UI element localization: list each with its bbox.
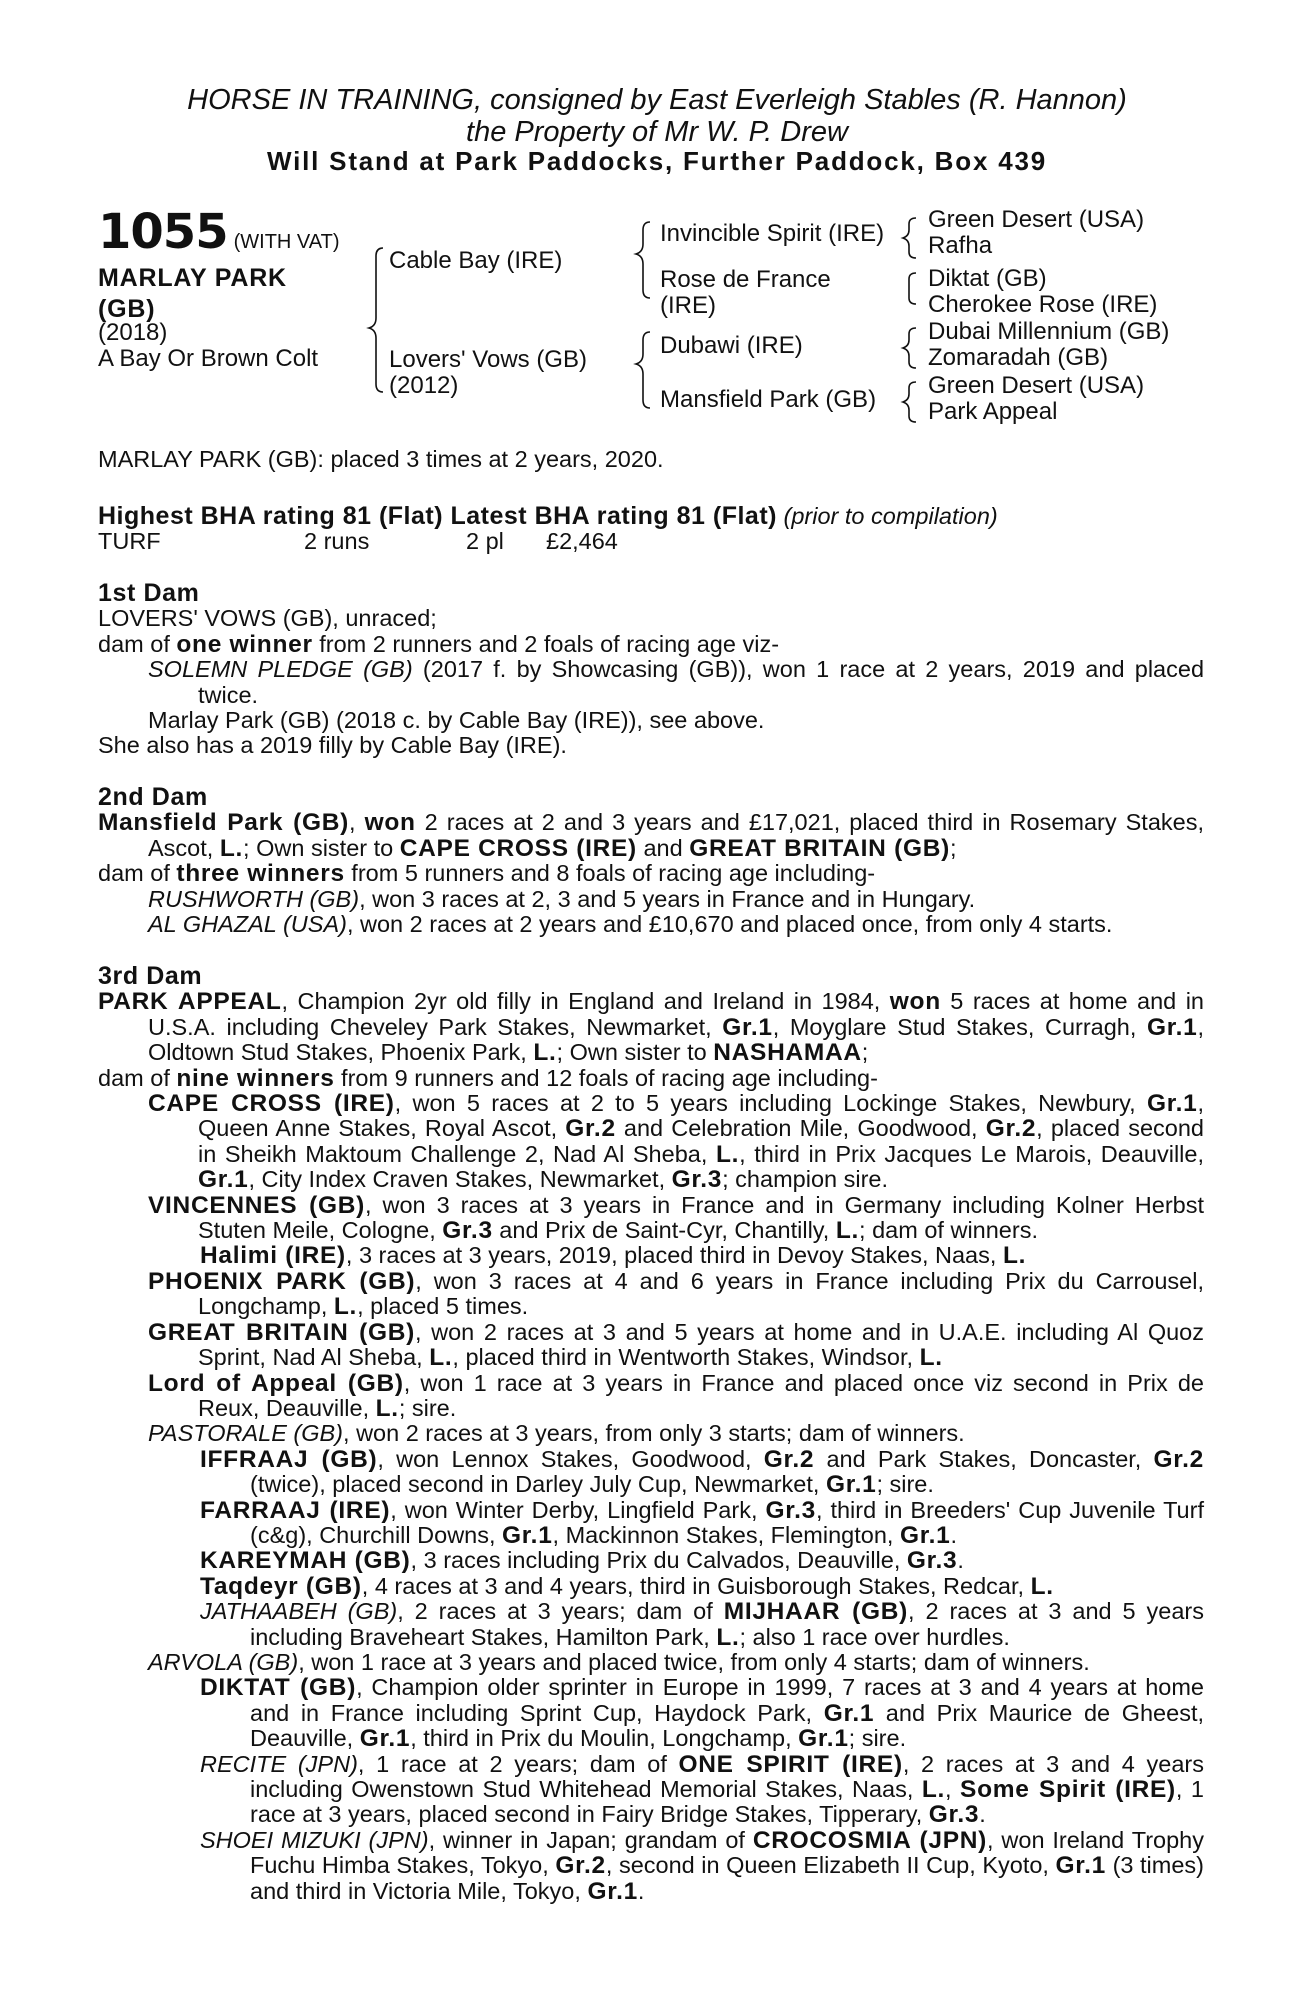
text-run: Gr.1 bbox=[587, 1877, 638, 1905]
text-run: GREAT BRITAIN (GB) bbox=[148, 1318, 415, 1346]
pedigree-paragraph bbox=[98, 1066, 1204, 1091]
pedigree-sss: Green Desert (USA) bbox=[928, 206, 1145, 233]
text-run: Gr.1 bbox=[823, 1699, 875, 1727]
text-run: Gr.1 bbox=[899, 1521, 951, 1549]
text-run: won bbox=[889, 988, 941, 1016]
turf-label: TURF bbox=[98, 528, 161, 555]
bha-rating: Highest BHA rating 81 (Flat) Latest BHA rating 81 (Flat) bbox=[98, 502, 777, 530]
third-dam-section bbox=[98, 964, 1204, 1904]
text-run: L. bbox=[533, 1039, 557, 1067]
pedigree-paragraph bbox=[98, 989, 1204, 1065]
text-run: FARRAAJ (IRE) bbox=[200, 1496, 391, 1524]
pedigree-sire-dam-line1: Rose de France bbox=[660, 266, 831, 293]
text-run: L. bbox=[919, 1344, 943, 1372]
pedigree-paragraph bbox=[148, 1650, 1204, 1675]
text-run: ONE SPIRIT (IRE) bbox=[678, 1750, 903, 1778]
pedigree-dam-line1: Lovers' Vows (GB) bbox=[389, 346, 587, 373]
text-run: MARLAY PARK (GB): placed 3 times at 2 years, 2020. bbox=[98, 446, 664, 472]
text-run: Gr.2 bbox=[763, 1445, 815, 1473]
pedigree-paragraph bbox=[148, 912, 1204, 937]
text-run: NASHAMAA bbox=[713, 1039, 862, 1067]
text-run: Mansfield Park (GB) bbox=[98, 809, 350, 837]
pedigree-paragraph bbox=[200, 1675, 1204, 1751]
text-run: , won 3 races at 2, 3 and 5 years in France and in Hungary. bbox=[359, 885, 976, 912]
owner-line: the Property of Mr W. P. Drew bbox=[466, 116, 848, 148]
text-run: dam of bbox=[98, 1064, 177, 1091]
text-run: L. bbox=[375, 1394, 399, 1422]
pedigree-sdd: Cherokee Rose (IRE) bbox=[928, 291, 1158, 318]
text-run: RECITE (JPN) bbox=[200, 1750, 358, 1777]
text-run: Gr.3 bbox=[906, 1547, 958, 1575]
pedigree-ddd: Park Appeal bbox=[928, 398, 1058, 425]
text-run: and bbox=[636, 834, 690, 861]
text-run: , 2 races at 3 years; dam of bbox=[397, 1598, 724, 1625]
pedigree-dsd: Zomaradah (GB) bbox=[928, 344, 1109, 371]
text-run: , won 3 races at 3 years in France and in Germany including Kolner Herbst Stuten Meile, Cologne, bbox=[198, 1191, 1205, 1244]
text-run: three winners bbox=[176, 860, 345, 888]
pedigree-paragraph bbox=[148, 1320, 1204, 1371]
text-run: , Oldtown Stud Stakes, Phoenix Park, bbox=[148, 1013, 1205, 1066]
text-run: from 5 runners and 8 foals of racing age including- bbox=[344, 860, 876, 887]
first-dam-heading: 1st Dam bbox=[98, 579, 200, 607]
text-run: , Champion older sprinter in Europe in 1999, 7 races at 3 and 4 years at home and in France including Sprint Cup, Haydock Park, bbox=[250, 1674, 1204, 1726]
text-run: ; dam of winners. bbox=[859, 1217, 1038, 1244]
text-run: Gr.1 bbox=[359, 1725, 411, 1753]
text-run: (2017 f. by Showcasing (GB)), won 1 race at 2 years, 2019 and placed twice. bbox=[198, 656, 1205, 708]
pedigree-paragraph bbox=[98, 810, 1204, 861]
text-run: Gr.1 bbox=[198, 1166, 249, 1194]
text-run: , 4 races at 3 and 4 years, third in Guisborough Stakes, Redcar, bbox=[361, 1572, 1031, 1599]
text-run: , won 3 races at 4 and 6 years in France including Prix du Carrousel, Longchamp, bbox=[198, 1267, 1204, 1320]
lot-number: 1055 bbox=[98, 204, 228, 260]
text-run: Gr.1 bbox=[1055, 1852, 1106, 1880]
pedigree-paragraph bbox=[148, 657, 1204, 708]
text-run: from 2 runners and 2 foals of racing age viz- bbox=[312, 630, 780, 657]
text-run: , won Lennox Stakes, Goodwood, bbox=[377, 1445, 764, 1472]
pedigree-sire-dam-line2: (IRE) bbox=[660, 292, 716, 319]
stabling-line: Will Stand at Park Paddocks, Further Paddock, Box 439 bbox=[266, 146, 1048, 176]
text-run: , 3 races at 3 years, 2019, placed third in Devoy Stakes, Naas, bbox=[345, 1242, 1003, 1269]
text-run: one winner bbox=[176, 630, 313, 658]
text-run: . bbox=[637, 1877, 645, 1904]
text-run: Gr.3 bbox=[928, 1801, 980, 1829]
text-run: , placed 5 times. bbox=[357, 1293, 529, 1320]
text-run: , winner in Japan; grandam of bbox=[428, 1826, 753, 1853]
pedigree-sire-sire: Invincible Spirit (IRE) bbox=[660, 220, 885, 247]
text-run: She also has a 2019 filly by Cable Bay (IRE). bbox=[98, 732, 567, 759]
pedigree-paragraph bbox=[200, 1498, 1204, 1549]
rating-note: (prior to compilation) bbox=[783, 503, 998, 529]
text-run: RUSHWORTH (GB) bbox=[148, 885, 360, 912]
text-run: , Queen Anne Stakes, Royal Ascot, bbox=[198, 1090, 1204, 1142]
pedigree-sds: Diktat (GB) bbox=[928, 265, 1047, 292]
text-run: ; champion sire. bbox=[722, 1166, 889, 1193]
turf-earnings: £2,464 bbox=[546, 528, 618, 555]
pedigree-paragraph bbox=[148, 1371, 1204, 1422]
text-run: Gr.1 bbox=[722, 1013, 773, 1041]
text-run: , Moyglare Stud Stakes, Curragh, bbox=[772, 1013, 1147, 1040]
pedigree-paragraph bbox=[200, 1447, 1204, 1498]
text-run: (twice), placed second in Darley July Cup, Newmarket, bbox=[250, 1471, 826, 1498]
text-run: , 2 races at 3 and 5 years including Braveheart Stakes, Hamilton Park, bbox=[250, 1598, 1205, 1650]
pedigree-dds: Green Desert (USA) bbox=[928, 372, 1145, 399]
text-run: L. bbox=[835, 1217, 860, 1245]
text-run: , 1 race at 2 years; dam of bbox=[357, 1750, 679, 1777]
text-run: . bbox=[950, 1521, 957, 1548]
pedigree-dam-dam: Mansfield Park (GB) bbox=[660, 386, 877, 413]
text-run: CROCOSMIA (JPN) bbox=[752, 1826, 987, 1854]
horse-name-line1: MARLAY PARK bbox=[98, 264, 287, 292]
pedigree-dss: Dubai Millennium (GB) bbox=[928, 318, 1170, 345]
text-run: Gr.2 bbox=[1153, 1445, 1205, 1473]
pedigree-paragraph bbox=[98, 632, 1204, 657]
text-run: SHOEI MIZUKI (JPN) bbox=[200, 1826, 429, 1853]
pedigree-paragraph bbox=[148, 1193, 1204, 1244]
text-run: Halimi (IRE) bbox=[200, 1242, 346, 1270]
text-run: and Park Stakes, Doncaster, bbox=[814, 1445, 1154, 1472]
text-run: and Celebration Mile, Goodwood, bbox=[615, 1115, 986, 1142]
text-run: from 9 runners and 12 foals of racing age including- bbox=[334, 1064, 878, 1091]
text-run: Gr.1 bbox=[1146, 1090, 1198, 1118]
text-run: ; sire. bbox=[398, 1394, 457, 1421]
pedigree-paragraph bbox=[98, 861, 1204, 886]
pedigree-paragraph bbox=[200, 1243, 1204, 1268]
text-run: Lord of Appeal (GB) bbox=[148, 1369, 404, 1397]
pedigree-paragraph bbox=[148, 1091, 1204, 1193]
pedigree-paragraph bbox=[200, 1574, 1204, 1599]
text-run: , won Ireland Trophy Fuchu Himba Stakes, Tokyo, bbox=[250, 1826, 1204, 1879]
turf-placed: 2 pl bbox=[466, 528, 504, 555]
text-run: VINCENNES (GB) bbox=[148, 1191, 366, 1219]
text-run: , third in Prix Jacques Le Marois, Deauville, bbox=[739, 1140, 1204, 1167]
text-run: L. bbox=[1030, 1572, 1054, 1600]
text-run: L. bbox=[1002, 1242, 1027, 1270]
text-run: Marlay Park (GB) (2018 c. by Cable Bay (IRE)), see above. bbox=[148, 707, 765, 734]
pedigree-sire: Cable Bay (IRE) bbox=[389, 247, 563, 274]
pedigree-dam-line2: (2012) bbox=[389, 372, 459, 399]
text-run: CAPE CROSS (IRE) bbox=[399, 834, 637, 862]
text-run: ; also 1 race over hurdles. bbox=[739, 1623, 1010, 1650]
text-run: ; bbox=[949, 834, 957, 861]
text-run: , bbox=[349, 809, 365, 836]
horse-name-line2: (GB) bbox=[98, 295, 156, 323]
text-run: L. bbox=[333, 1293, 358, 1321]
second-dam-section bbox=[98, 785, 1204, 937]
text-run: , won 1 race at 3 years in France and placed once viz second in Prix de Reux, Deauville, bbox=[198, 1369, 1204, 1421]
text-run: and Prix Maurice de Gheest, Deauville, bbox=[250, 1699, 1204, 1752]
text-run: , third in Prix du Moulin, Longchamp, bbox=[410, 1725, 799, 1752]
pedigree-paragraph bbox=[148, 1421, 1204, 1446]
text-run: SOLEMN PLEDGE (GB) bbox=[148, 656, 413, 683]
text-run: , won 2 races at 2 years and £10,670 and placed once, from only 4 starts. bbox=[346, 911, 1113, 938]
text-run: Gr.2 bbox=[565, 1115, 616, 1143]
text-run: , second in Queen Elizabeth II Cup, Kyoto, bbox=[605, 1852, 1056, 1879]
pedigree-paragraph bbox=[200, 1828, 1204, 1904]
text-run: , Mackinnon Stakes, Flemington, bbox=[552, 1521, 900, 1548]
first-dam-section bbox=[98, 581, 1204, 759]
text-run: L. bbox=[715, 1140, 740, 1168]
text-run: , placed third in Wentworth Stakes, Windsor, bbox=[452, 1344, 920, 1371]
text-run: L. bbox=[429, 1344, 453, 1372]
text-run: won bbox=[364, 809, 416, 837]
text-run: Gr.2 bbox=[985, 1115, 1037, 1143]
text-run: ARVOLA (GB) bbox=[148, 1648, 299, 1675]
vat-note: (WITH VAT) bbox=[233, 231, 340, 253]
text-run: Taqdeyr (GB) bbox=[200, 1572, 362, 1600]
third-dam-heading: 3rd Dam bbox=[98, 962, 203, 990]
text-run: . bbox=[979, 1801, 986, 1828]
text-run: PARK APPEAL bbox=[98, 988, 282, 1016]
text-run: , won 2 races at 3 years, from only 3 starts; dam of winners. bbox=[343, 1420, 965, 1447]
text-run: L. bbox=[219, 834, 244, 862]
text-run: , third in Breeders' Cup Juvenile Turf (c&g), Churchill Downs, bbox=[250, 1496, 1204, 1548]
text-run: PHOENIX PARK (GB) bbox=[148, 1267, 416, 1295]
text-run: ; Own sister to bbox=[556, 1039, 714, 1066]
text-run: , 1 race at 3 years, placed second in Fairy Bridge Stakes, Tipperary, bbox=[250, 1776, 1204, 1828]
text-run: ; bbox=[861, 1039, 869, 1066]
horse-description: A Bay Or Brown Colt bbox=[98, 345, 319, 372]
text-run: Some Spirit (IRE) bbox=[960, 1776, 1176, 1803]
pedigree-paragraph bbox=[148, 1269, 1204, 1320]
text-run: LOVERS' VOWS (GB), unraced; bbox=[98, 605, 437, 632]
text-run: nine winners bbox=[176, 1064, 335, 1092]
text-run: L. bbox=[716, 1623, 740, 1651]
text-run: , City Index Craven Stakes, Newmarket, bbox=[248, 1166, 672, 1193]
text-run: ; sire. bbox=[848, 1725, 907, 1752]
turf-runs: 2 runs bbox=[304, 528, 370, 555]
text-run: , Champion 2yr old filly in England and Ireland in 1984, bbox=[281, 988, 890, 1015]
text-run: ; Own sister to bbox=[243, 834, 400, 861]
text-run: Gr.3 bbox=[671, 1166, 723, 1194]
text-run: CAPE CROSS (IRE) bbox=[148, 1090, 395, 1118]
text-run: , won 2 races at 3 and 5 years at home and in U.A.E. including Al Quoz Sprint, Nad Al Sheba, bbox=[198, 1318, 1205, 1371]
text-run: . bbox=[957, 1547, 964, 1574]
text-run: (3 times) and third in Victoria Mile, Tokyo, bbox=[250, 1852, 1204, 1904]
text-run: dam of bbox=[98, 630, 177, 657]
pedigree-paragraph bbox=[98, 504, 1204, 529]
pedigree-paragraph bbox=[200, 1752, 1204, 1828]
text-run: and Prix de Saint-Cyr, Chantilly, bbox=[492, 1217, 836, 1244]
text-run: , won 1 race at 3 years and placed twice, from only 4 starts; dam of winners. bbox=[298, 1648, 1090, 1675]
text-run: IFFRAAJ (GB) bbox=[200, 1445, 378, 1473]
pedigree-paragraph bbox=[148, 887, 1204, 912]
text-run: , 2 races at 3 and 4 years including Owenstown Stud Whitehead Memorial Stakes, Naas, bbox=[250, 1750, 1204, 1802]
text-run: Gr.1 bbox=[825, 1471, 877, 1499]
horse-foaling-year: (2018) bbox=[98, 319, 168, 346]
text-run: Gr.1 bbox=[798, 1725, 849, 1753]
consignor-line: HORSE IN TRAINING, consigned by East Everleigh Stables (R. Hannon) bbox=[187, 84, 1127, 116]
pedigree-paragraph bbox=[200, 1599, 1204, 1650]
text-run: Gr.1 bbox=[1147, 1013, 1198, 1041]
text-run: , won Winter Derby, Lingfield Park, bbox=[390, 1496, 766, 1523]
second-dam-heading: 2nd Dam bbox=[98, 783, 208, 811]
text-run: MIJHAAR (GB) bbox=[723, 1598, 909, 1626]
text-run: , placed second in Sheikh Maktoum Challenge 2, Nad Al Sheba, bbox=[198, 1115, 1205, 1167]
text-run: Gr.3 bbox=[765, 1496, 816, 1524]
text-run: , bbox=[945, 1776, 961, 1802]
text-run: 5 races at home and in U.S.A. including Cheveley Park Stakes, Newmarket, bbox=[148, 988, 1204, 1040]
text-run: DIKTAT (GB) bbox=[200, 1674, 357, 1702]
text-run: Gr.3 bbox=[442, 1217, 493, 1245]
text-run: KAREYMAH (GB) bbox=[200, 1547, 411, 1575]
turf-record bbox=[98, 529, 1204, 555]
pedigree-ssd: Rafha bbox=[928, 232, 993, 259]
text-run: 2 races at 2 and 3 years and £17,021, placed third in Rosemary Stakes, Ascot, bbox=[148, 809, 1204, 861]
text-run: AL GHAZAL (USA) bbox=[148, 911, 347, 938]
text-run: , 3 races including Prix du Calvados, Deauville, bbox=[410, 1547, 907, 1574]
text-run: Gr.1 bbox=[502, 1521, 553, 1549]
rating-block bbox=[98, 504, 1204, 555]
race-summary bbox=[98, 447, 1204, 472]
text-run: ; sire. bbox=[876, 1471, 934, 1498]
text-run: L. bbox=[921, 1776, 946, 1803]
pedigree-paragraph bbox=[200, 1548, 1204, 1573]
text-run: JATHAABEH (GB) bbox=[200, 1598, 398, 1625]
text-run: , won 5 races at 2 to 5 years including Lockinge Stakes, Newbury, bbox=[394, 1090, 1147, 1117]
text-run: Gr.2 bbox=[555, 1852, 606, 1880]
pedigree-dam-sire: Dubawi (IRE) bbox=[660, 332, 803, 359]
text-run: PASTORALE (GB) bbox=[148, 1420, 344, 1447]
text-run: GREAT BRITAIN (GB) bbox=[689, 834, 950, 862]
text-run: dam of bbox=[98, 860, 177, 887]
